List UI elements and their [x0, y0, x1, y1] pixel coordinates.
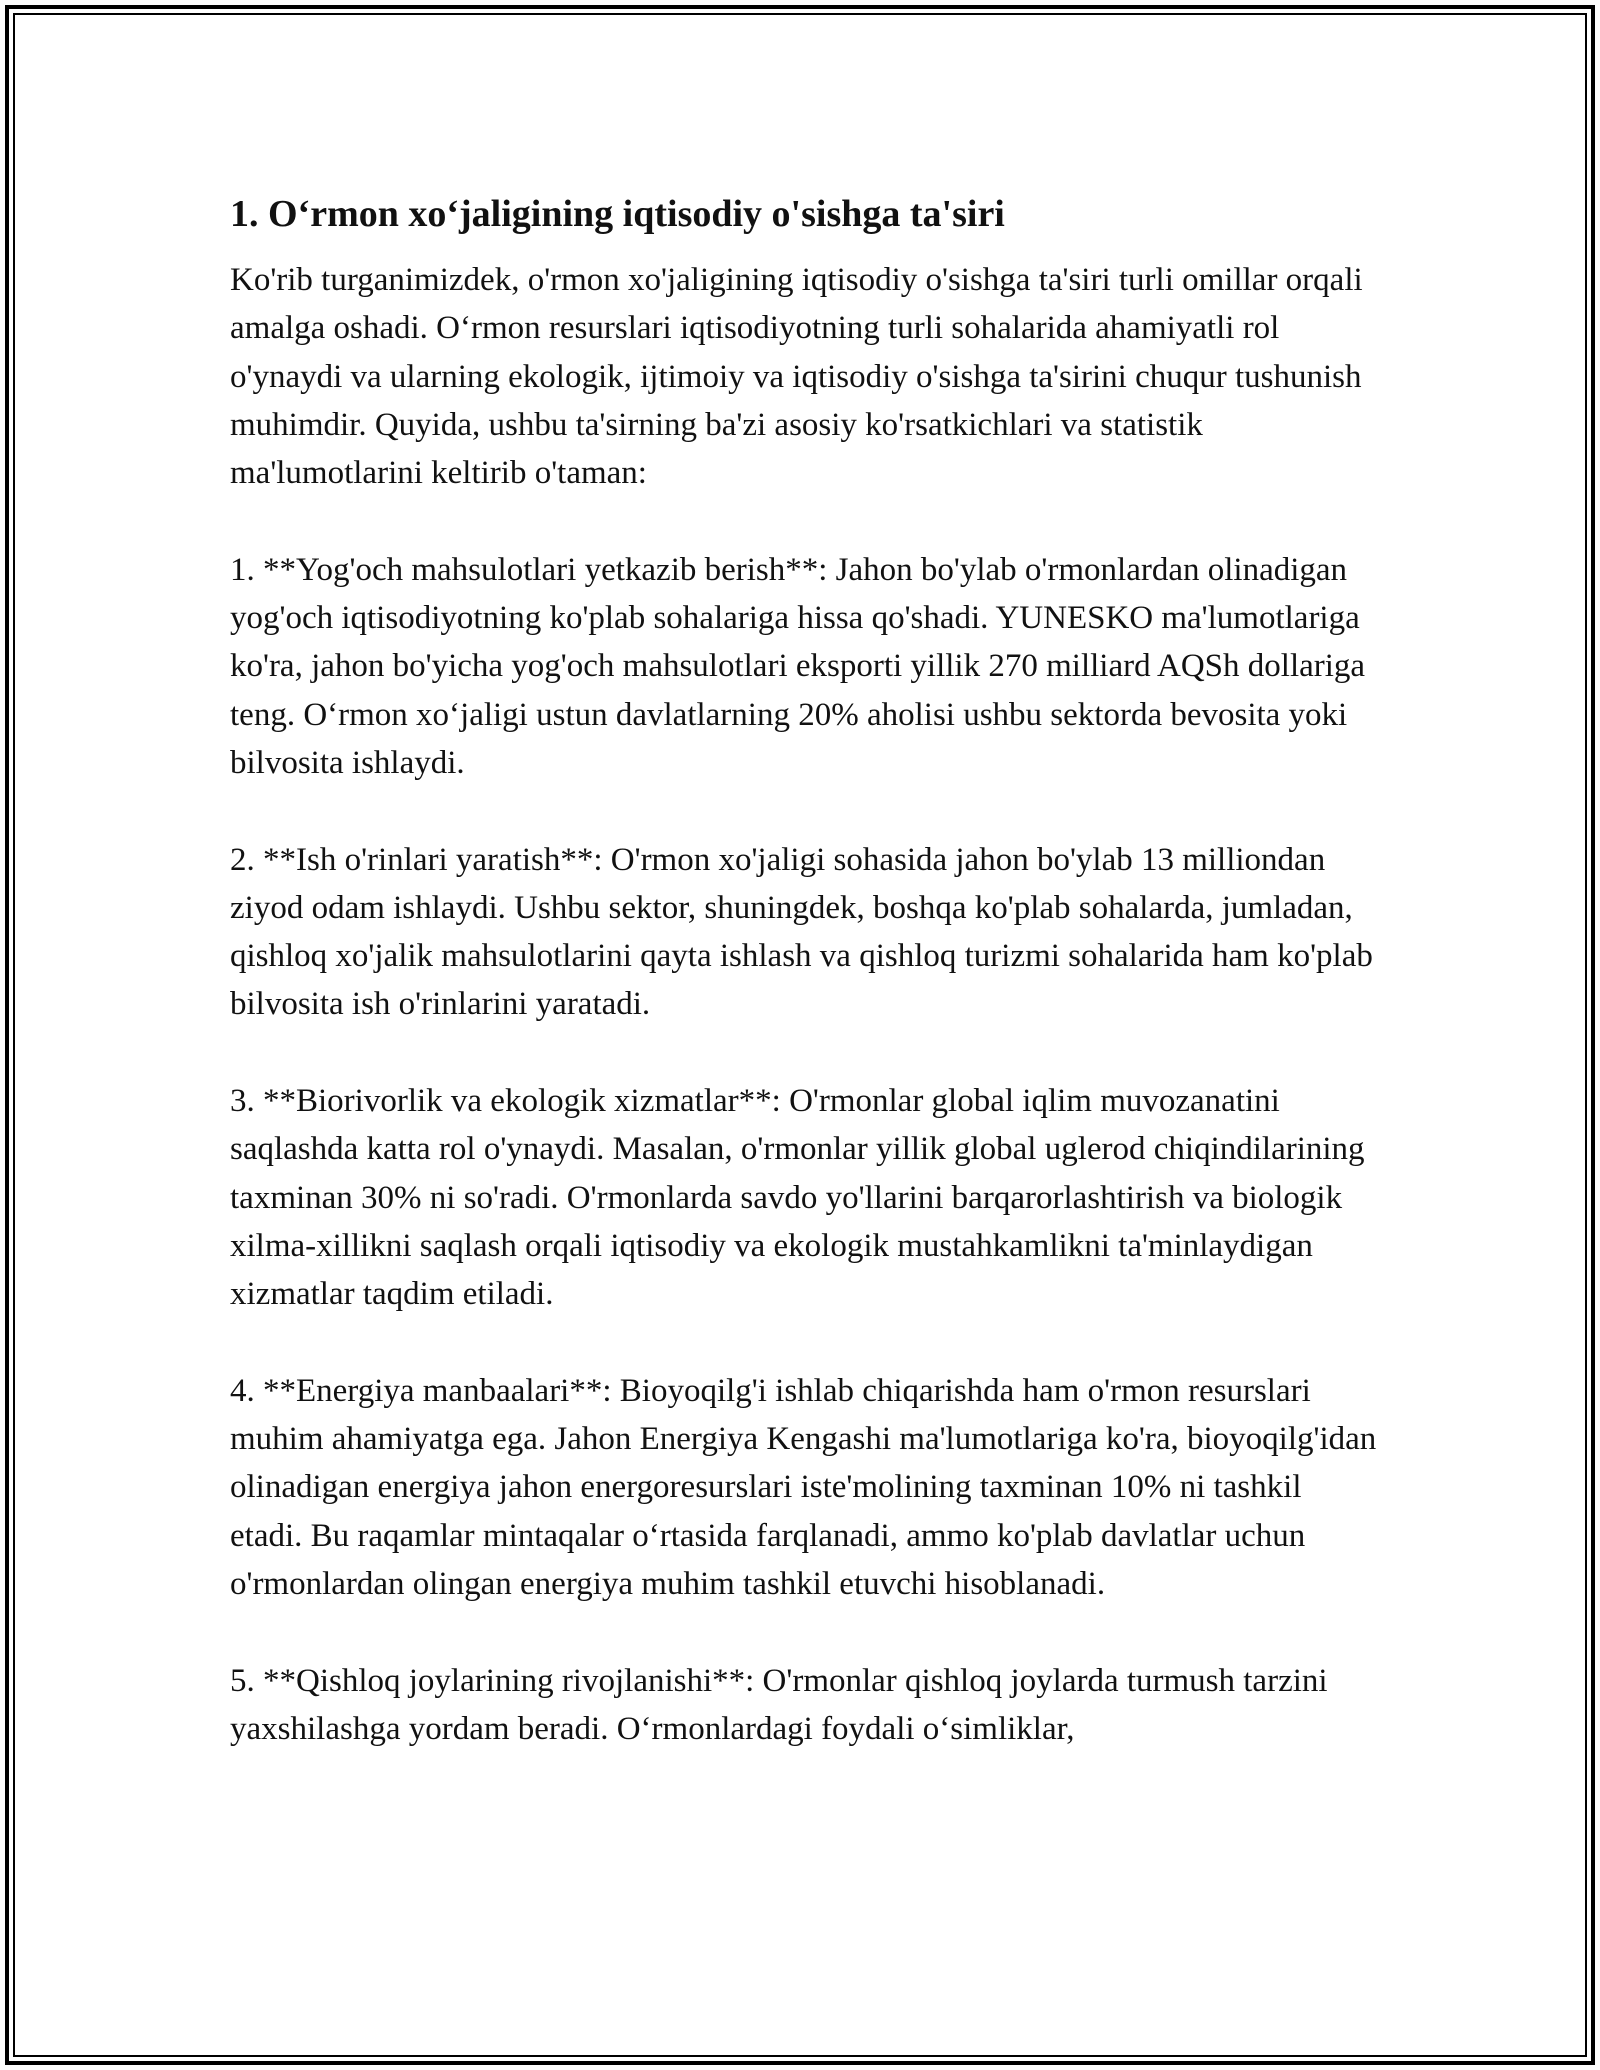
paragraph-wood-products: 1. **Yog'och mahsulotlari yetkazib berish**: Jahon bo'ylab o'rmonlardan olinadigan yog'och iqtisodiyotning ko'plab sohalariga hissa qo'shadi. YUNESKO ma'lumotlariga ko'ra, jahon bo'yicha yog'och mahsulotlari eksporti yillik 270 milliard AQSh dollariga teng. O‘rmon xo‘jaligi ustun davlatlarning 20% aholisi ushbu sektorda bevosita yoki bilvosita ishlaydi. [230, 551, 1366, 781]
paragraph-jobs: 2. **Ish o'rinlari yaratish**: O'rmon xo'jaligi sohasida jahon bo'ylab 13 milliondan ziyod odam ishlaydi. Ushbu sektor, shuningdek, boshqa ko'plab sohalarda, jumladan, qishloq xo'jalik mahsulotlarini qayta ishlash va qishloq turizmi sohalarida ham ko'plab bilvosita ish o'rinlarini yaratadi. [230, 841, 1373, 1023]
paragraph-energy: 4. **Energiya manbaalari**: Bioyoqilg'i ishlab chiqarishda ham o'rmon resurslari muhim ahamiyatga ega. Jahon Energiya Kengashi ma'lumotlariga ko'ra, bioyoqilg'idan olinadigan energiya jahon energoresurslari iste'molining taxminan 10% ni tashkil etadi. Bu raqamlar mintaqalar o‘rtasida farqlanadi, ammo ko'plab davlatlar uchun o'rmonlardan olingan energiya muhim tashkil etuvchi hisoblanadi. [230, 1372, 1377, 1603]
paragraph-ecology: 3. **Biorivorlik va ekologik xizmatlar**: O'rmonlar global iqlim muvozanatini saqlashda katta rol o'ynaydi. Masalan, o'rmonlar yillik global uglerod chiqindilarining taxminan 30% ni so'radi. O'rmonlarda savdo yo'llarini barqarorlashtirish va biologik xilma-xillikni saqlash orqali iqtisodiy va ekologik mustahkamlikni ta'minlaydigan xizmatlar taqdim etiladi. [230, 1083, 1365, 1313]
section-title: 1. O‘rmon xo‘jaligining iqtisodiy o'sishga ta'siri [230, 193, 1005, 235]
paragraph-rural: 5. **Qishloq joylarining rivojlanishi**: O'rmonlar qishloq joylarda turmush tarzini yaxshilashga yordam beradi. O‘rmonlardagi foydali o‘simliklar, [230, 1662, 1328, 1747]
document-body [230, 186, 1380, 1802]
intro-paragraph: Ko'rib turganimizdek, o'rmon xo'jaligining iqtisodiy o'sishga ta'siri turli omillar orqali amalga oshadi. O‘rmon resurslari iqtisodiyotning turli sohalarida ahamiyatli rol o'ynaydi va ularning ekologik, ijtimoiy va iqtisodiy o'sishga ta'sirini chuqur tushunish muhimdir. Quyida, ushbu ta'sirning ba'zi asosiy ko'rsatkichlari va statistik ma'lumotlarini keltirib o'taman: [230, 262, 1363, 492]
